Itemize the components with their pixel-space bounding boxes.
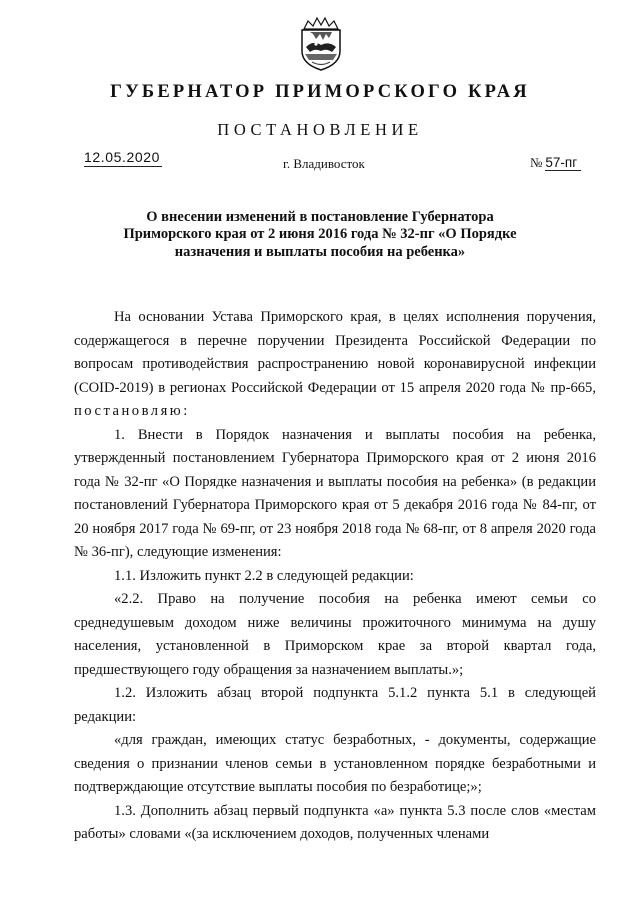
document-subject: О внесении изменений в постановление Губернатора Приморского края от 2 июня 2016 года № 32-пг «О Порядке назначения и выплаты пособия на ребенка» — [123, 209, 517, 260]
paragraph-1-3: 1.3. Дополнить абзац первый подпункта «а» пункта 5.3 после слов «местам работы» словами «(за исключением доходов, полученных членами — [74, 802, 596, 842]
paragraph-2-2-quote: «2.2. Право на получение пособия на ребенка имеют семьи со среднедушевым доходом ниже величины прожиточного минимума на душу населения, установленной в Приморском крае за второй квартал года, предшествующего году обращения за назначением выплаты.»; — [74, 591, 596, 678]
paragraph-1-2: 1.2. Изложить абзац второй подпункта 5.1.2 пункта 5.1 в следующей редакции: — [74, 685, 596, 725]
document-body — [74, 306, 596, 847]
document-number-value: 57-пг — [545, 155, 581, 171]
document-number — [530, 155, 581, 171]
paragraph-1: 1. Внести в Порядок назначения и выплаты пособия на ребенка, утвержденный постановлением Губернатора Приморского края от 2 июня 2016 года № 32-пг «О Порядке назначения и выплаты пособия на ребенка» (в редакции постановлений Губернатора Приморского края от 5 декабря 2016 года № 84-пг, от 20 ноября 2017 года № 69-пг, от 23 ноября 2018 года № 68-пг, от 8 апреля 2020 года № 36-пг), следующие изменения: — [74, 426, 596, 560]
intro-end: : — [183, 403, 188, 419]
paragraph-intro — [74, 306, 596, 424]
organization-title: ГУБЕРНАТОР ПРИМОРСКОГО КРАЯ — [110, 82, 530, 102]
paragraph-5-1-2-quote: «для граждан, имеющих статус безработных, - документы, содержащие сведения о признании членов семьи в установленном порядке безработными и подтверждающие отсутствие выплаты пособия по безработице;»; — [74, 732, 596, 795]
intro-text: На основании Устава Приморского края, в целях исполнения поручения, содержащегося в перечне поручении Президента Российской Федерации по вопросам противодействия распространению новой коронавирусной инфекции (COID-2019) в регионах Российской Федерации от 15 апреля 2020 года № пр-665, — [74, 309, 596, 396]
document-type: ПОСТАНОВЛЕНИЕ — [217, 120, 423, 139]
coat-of-arms-icon — [296, 14, 346, 72]
paragraph-1-1: 1.1. Изложить пункт 2.2 в следующей редакции: — [114, 567, 414, 584]
resolution-word: постановляю — [74, 403, 184, 419]
document-date: 12.05.2020 — [84, 149, 161, 165]
document-city: г. Владивосток — [283, 156, 365, 171]
document-number-prefix: № — [530, 155, 543, 170]
